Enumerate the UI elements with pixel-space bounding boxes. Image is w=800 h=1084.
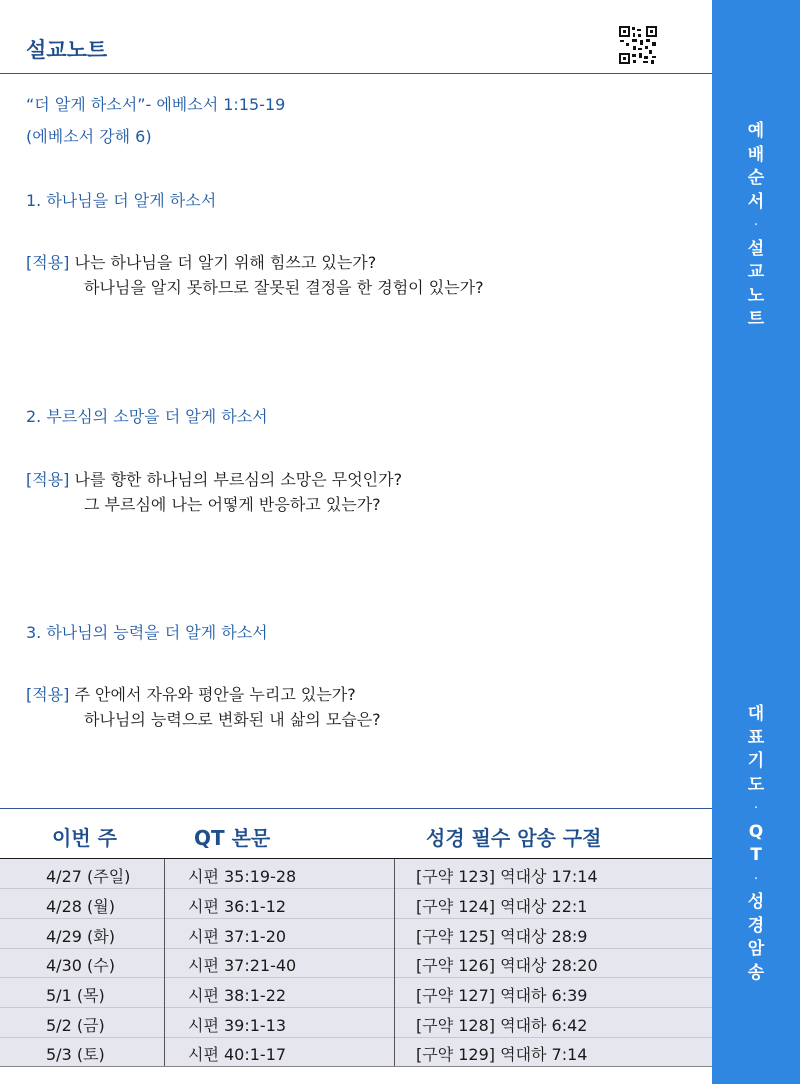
section-divider (0, 808, 712, 809)
sidebar-char: Q (748, 821, 764, 842)
sidebar-char: T (750, 845, 762, 865)
apply-tag: [적용] (26, 685, 70, 704)
table-row (0, 859, 712, 889)
table-row (0, 1008, 712, 1038)
apply-question: 주 안에서 자유와 평안을 누리고 있는가? (74, 685, 356, 704)
apply-tag: [적용] (26, 253, 70, 272)
column-header-qt: QT 본문 (194, 826, 271, 850)
sidebar-char: 송 (747, 962, 765, 983)
verse-cell: [구약 128] 역대하 6:42 (416, 1016, 588, 1035)
point-heading: 3. 하나님의 능력을 더 알게 하소서 (26, 623, 268, 642)
apply-question: 나를 향한 하나님의 부르심의 소망은 무엇인가? (74, 470, 403, 489)
date-cell: 5/3 (토) (46, 1045, 105, 1064)
sidebar-char: 서 (747, 191, 765, 212)
apply-tag: [적용] (26, 470, 70, 489)
sidebar-separator: · (753, 871, 759, 887)
qt-cell: 시편 36:1-12 (188, 897, 287, 916)
sidebar-label-sermon-note[interactable] (712, 120, 800, 332)
apply-question: 하나님의 능력으로 변화된 내 삶의 모습은? (84, 710, 381, 729)
date-cell: 4/30 (수) (46, 956, 115, 975)
sidebar-char: 트 (747, 309, 765, 329)
qt-cell: 시편 37:21-40 (188, 956, 297, 975)
apply-block (26, 250, 484, 300)
sidebar-char: 배 (747, 144, 765, 165)
verse-cell: [구약 127] 역대하 6:39 (416, 986, 588, 1005)
table-row (0, 889, 712, 919)
header-divider (0, 73, 712, 74)
column-divider (394, 859, 395, 1067)
column-divider (164, 859, 165, 1067)
table-bottom-border (0, 1066, 712, 1067)
sidebar-char: 암 (747, 939, 765, 959)
apply-question: 그 부르심에 나는 어떻게 반응하고 있는가? (84, 495, 381, 514)
sidebar-char: 도 (747, 774, 765, 795)
qt-cell: 시편 40:1-17 (188, 1045, 287, 1064)
sidebar-char: 경 (747, 915, 765, 936)
date-cell: 5/1 (목) (46, 986, 105, 1005)
apply-question: 하나님을 알지 못하므로 잘못된 결정을 한 경험이 있는가? (84, 278, 484, 297)
sidebar-separator: · (753, 218, 759, 233)
sidebar-char: 기 (747, 751, 765, 771)
qr-code-icon[interactable] (618, 25, 658, 65)
apply-question: 나는 하나님을 더 알기 위해 힘쓰고 있는가? (74, 253, 377, 272)
date-cell: 4/28 (월) (46, 897, 115, 916)
sidebar-char: 교 (747, 262, 765, 282)
column-header-verse: 성경 필수 암송 구절 (426, 826, 602, 850)
qt-cell: 시편 38:1-22 (188, 986, 287, 1005)
apply-block (26, 467, 402, 517)
table-row (0, 1037, 712, 1066)
verse-cell: [구약 129] 역대하 7:14 (416, 1045, 588, 1064)
point-heading: 2. 부르심의 소망을 더 알게 하소서 (26, 407, 268, 426)
sidebar-char: 노 (747, 285, 765, 306)
sermon-series: (에베소서 강해 6) (26, 127, 152, 146)
sidebar-char: 성 (747, 892, 765, 912)
sidebar (712, 0, 800, 1084)
table-row (0, 948, 712, 978)
verse-cell: [구약 125] 역대상 28:9 (416, 927, 588, 946)
date-cell: 4/27 (주일) (46, 867, 131, 886)
column-header-week: 이번 주 (52, 826, 117, 850)
sermon-title: “더 알게 하소서”- 에베소서 1:15-19 (26, 95, 286, 114)
point-heading: 1. 하나님을 더 알게 하소서 (26, 191, 217, 210)
date-cell: 4/29 (화) (46, 927, 115, 946)
page-title: 설교노트 (26, 38, 108, 62)
apply-block (26, 682, 381, 732)
sidebar-label-prayer-qt[interactable] (712, 703, 800, 985)
sidebar-char: 대 (747, 704, 765, 724)
verse-cell: [구약 126] 역대상 28:20 (416, 956, 598, 975)
qt-cell: 시편 35:19-28 (188, 867, 297, 886)
table-row (0, 919, 712, 949)
sidebar-char: 순 (747, 168, 765, 188)
schedule-table (0, 859, 712, 1067)
table-row (0, 978, 712, 1008)
sidebar-separator: · (753, 801, 759, 816)
verse-cell: [구약 124] 역대상 22:1 (416, 897, 588, 916)
qt-cell: 시편 39:1-13 (188, 1016, 287, 1035)
sidebar-char: 설 (747, 238, 765, 259)
sidebar-char: 예 (747, 121, 765, 141)
sidebar-char: 표 (747, 727, 765, 748)
qt-cell: 시편 37:1-20 (188, 927, 287, 946)
verse-cell: [구약 123] 역대상 17:14 (416, 867, 598, 886)
date-cell: 5/2 (금) (46, 1016, 105, 1035)
